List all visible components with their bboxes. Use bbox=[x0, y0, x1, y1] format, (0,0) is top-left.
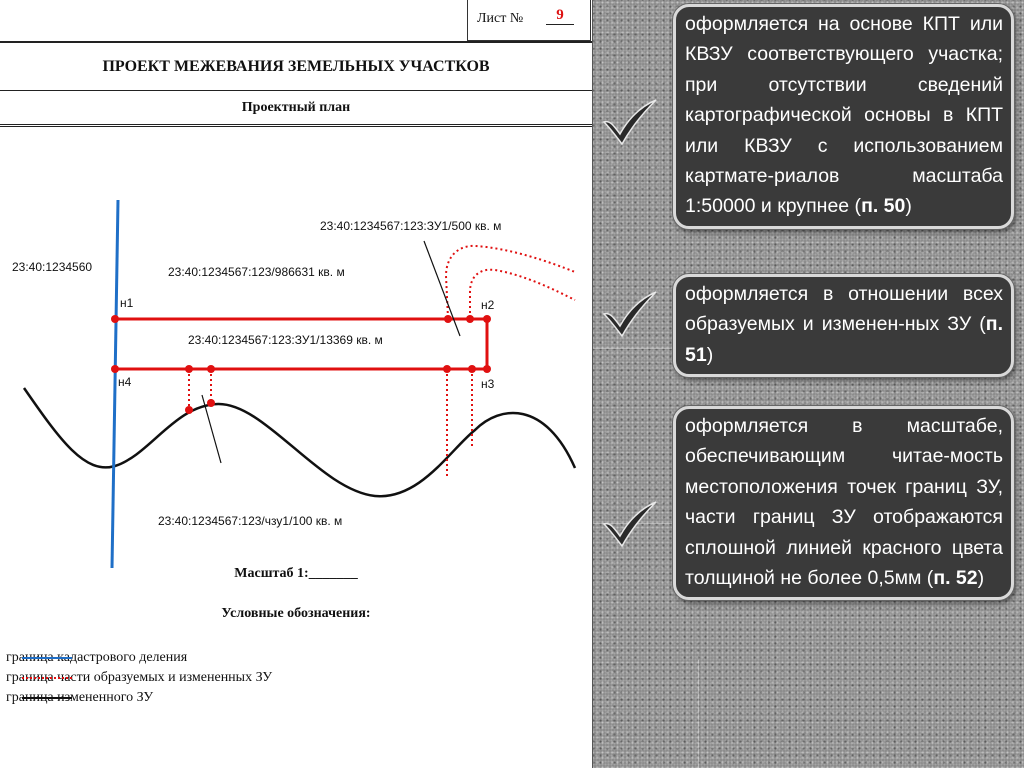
callout-ref: п. 51 bbox=[685, 313, 1003, 366]
callout-text: оформляется в отношении всех образуемых и изменен-ных ЗУ ( bbox=[685, 283, 1003, 336]
label-parcel-area: 23:40:1234567:123/986631 кв. м bbox=[168, 265, 345, 279]
legend-swatch-black bbox=[22, 697, 72, 699]
plan-drawing bbox=[0, 0, 592, 640]
vertex-a bbox=[444, 315, 452, 323]
callout-kpt-basis bbox=[673, 4, 1014, 229]
legend-swatch-blue bbox=[22, 657, 72, 659]
legend-label: граница измененного ЗУ bbox=[6, 690, 154, 705]
part-boundaries bbox=[189, 246, 575, 478]
vertex-d bbox=[468, 365, 476, 373]
vertices bbox=[111, 315, 491, 414]
document-subtitle: Проектный план bbox=[241, 99, 351, 115]
vertex-c bbox=[443, 365, 451, 373]
legend-list bbox=[6, 648, 272, 708]
sheet-label: Лист № bbox=[477, 11, 524, 26]
vertex-h bbox=[207, 399, 215, 407]
callout-text: оформляется в масштабе, обеспечивающим читае-мость местоположения точек границ ЗУ, части границ ЗУ отображаются сплошной линией красного цвета толщиной не более 0,5мм ( bbox=[685, 415, 1003, 590]
scale-label: Масштаб 1:_______ bbox=[234, 566, 358, 581]
callout-tail: ) bbox=[706, 343, 714, 366]
leader-line-zu1-500 bbox=[424, 241, 460, 336]
checkmark-icon bbox=[600, 98, 660, 148]
callout-all-parcels bbox=[673, 274, 1014, 377]
callout-tail: ) bbox=[977, 567, 985, 590]
label-cadastral-block: 23:40:1234560 bbox=[12, 260, 93, 274]
vertex-n1 bbox=[111, 315, 119, 323]
legend-item-changed-parcel bbox=[6, 688, 272, 708]
legend-label: граница части образуемых и измененных ЗУ bbox=[6, 670, 273, 685]
background-grid-line bbox=[593, 348, 673, 349]
legend-label: граница кадастрового деления bbox=[6, 650, 188, 665]
callout-ref: п. 50 bbox=[861, 195, 906, 218]
point-label-n4: н4 bbox=[118, 375, 132, 389]
vertex-b bbox=[466, 315, 474, 323]
label-zu1-13369: 23:40:1234567:123:ЗУ1/13369 кв. м bbox=[188, 333, 383, 347]
callout-scale-readability bbox=[673, 406, 1014, 600]
point-label-n3: н3 bbox=[481, 377, 495, 391]
document-title: ПРОЕКТ МЕЖЕВАНИЯ ЗЕМЕЛЬНЫХ УЧАСТКОВ bbox=[102, 57, 490, 75]
legend-item-cadastral bbox=[6, 648, 272, 668]
sheet-number: 9 bbox=[546, 6, 574, 25]
vertex-n2 bbox=[483, 315, 491, 323]
vertex-g bbox=[185, 406, 193, 414]
changed-parcel-boundary bbox=[24, 388, 575, 496]
point-label-n2: н2 bbox=[481, 298, 495, 312]
vertex-e bbox=[185, 365, 193, 373]
background-grid-line bbox=[698, 660, 699, 768]
legend-swatch-red-dotted bbox=[22, 677, 72, 679]
legend-item-part-boundary bbox=[6, 668, 272, 688]
legend-title: Условные обозначения: bbox=[221, 606, 371, 621]
label-chzu1: 23:40:1234567:123/чзу1/100 кв. м bbox=[158, 514, 343, 528]
vertex-n4 bbox=[111, 365, 119, 373]
callout-tail: ) bbox=[905, 195, 912, 218]
checkmark-icon bbox=[600, 500, 660, 550]
checkmark-icon bbox=[600, 290, 660, 340]
point-label-n1: н1 bbox=[120, 296, 134, 310]
label-zu1-500: 23:40:1234567:123:ЗУ1/500 кв. м bbox=[320, 219, 502, 233]
vertex-f bbox=[207, 365, 215, 373]
callout-ref: п. 52 bbox=[933, 567, 978, 590]
callout-text: оформляется на основе КПТ или КВЗУ соответствующего участка; при отсутствии сведений картографической основы в КПТ или КВЗУ с использованием картмате-риалов масштаба 1:50000 и крупнее ( bbox=[685, 13, 1003, 218]
vertex-n3 bbox=[483, 365, 491, 373]
